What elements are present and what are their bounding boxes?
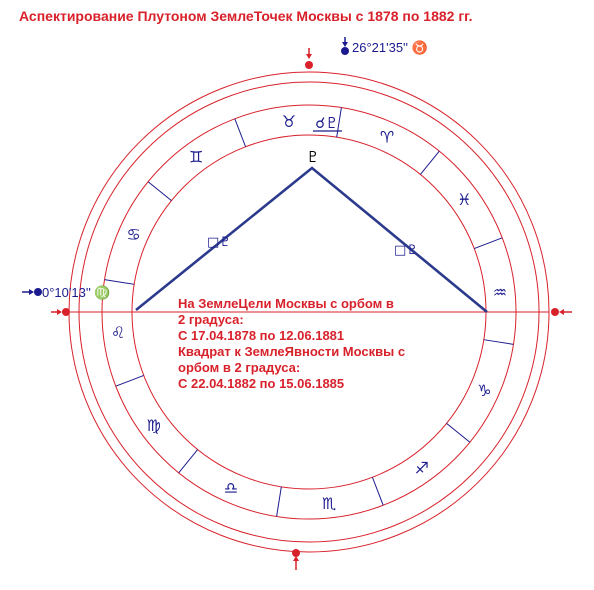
left-axis-point	[51, 308, 70, 316]
left-coordinate-value: 0°10'13''	[42, 285, 91, 300]
conjunction-label: ☌♇	[315, 114, 339, 132]
sagittarius-icon: ♐	[414, 458, 430, 478]
sign-divider	[116, 375, 144, 386]
top-coordinate-value: 26°21'35''	[352, 40, 409, 55]
virgo-icon: ♍	[94, 285, 111, 300]
pisces-icon: ♓	[457, 190, 472, 210]
sign-divider	[447, 423, 470, 442]
aries-icon: ♈	[379, 127, 395, 147]
aspect-label-right: □♇	[394, 243, 418, 258]
pluto-glyph: ♇	[306, 148, 320, 166]
aspect-lines	[136, 168, 487, 312]
top-axis-point	[305, 48, 313, 69]
libra-icon: ♎	[223, 478, 239, 498]
sign-divider	[179, 450, 198, 473]
sign-divider	[420, 151, 439, 174]
capricorn-icon: ♑	[477, 381, 492, 401]
page-title: Аспектирование Плутоном ЗемлеТочек Москвы с 1878 по 1882 гг.	[19, 8, 473, 24]
sign-divider	[277, 487, 282, 517]
aquarius-icon: ♒	[492, 282, 508, 302]
sign-divider	[484, 340, 514, 345]
gemini-icon: ♊	[188, 147, 204, 167]
info-line: 2 градуса:	[178, 312, 244, 327]
sign-divider	[474, 238, 502, 249]
info-line: С 17.04.1878 по 12.06.1881	[178, 328, 345, 343]
info-line: орбом в 2 градуса:	[178, 360, 301, 375]
right-axis-point	[551, 308, 572, 316]
scorpio-icon: ♏	[321, 493, 337, 513]
cancer-icon: ♋	[126, 224, 141, 244]
taurus-icon: ♉	[281, 112, 297, 132]
top-coordinate-label	[336, 40, 428, 56]
taurus-icon: ♉	[411, 40, 428, 55]
sign-divider	[148, 182, 171, 201]
sign-divider	[235, 119, 246, 147]
virgo-icon: ♍	[146, 415, 161, 435]
aspect-label-left: □♇	[207, 235, 231, 250]
sign-divider	[372, 477, 383, 505]
aspect-info-text	[178, 296, 418, 392]
left-coordinate-label	[20, 285, 111, 301]
info-line: На ЗемлеЦели Москвы с орбом в	[178, 296, 394, 311]
sign-divider	[105, 280, 135, 285]
info-line: С 22.04.1882 по 15.06.1885	[178, 376, 345, 391]
bottom-axis-point	[292, 549, 300, 570]
leo-icon: ♌	[110, 323, 126, 343]
info-line: Квадрат к ЗемлеЯвности Москвы с	[178, 344, 406, 359]
